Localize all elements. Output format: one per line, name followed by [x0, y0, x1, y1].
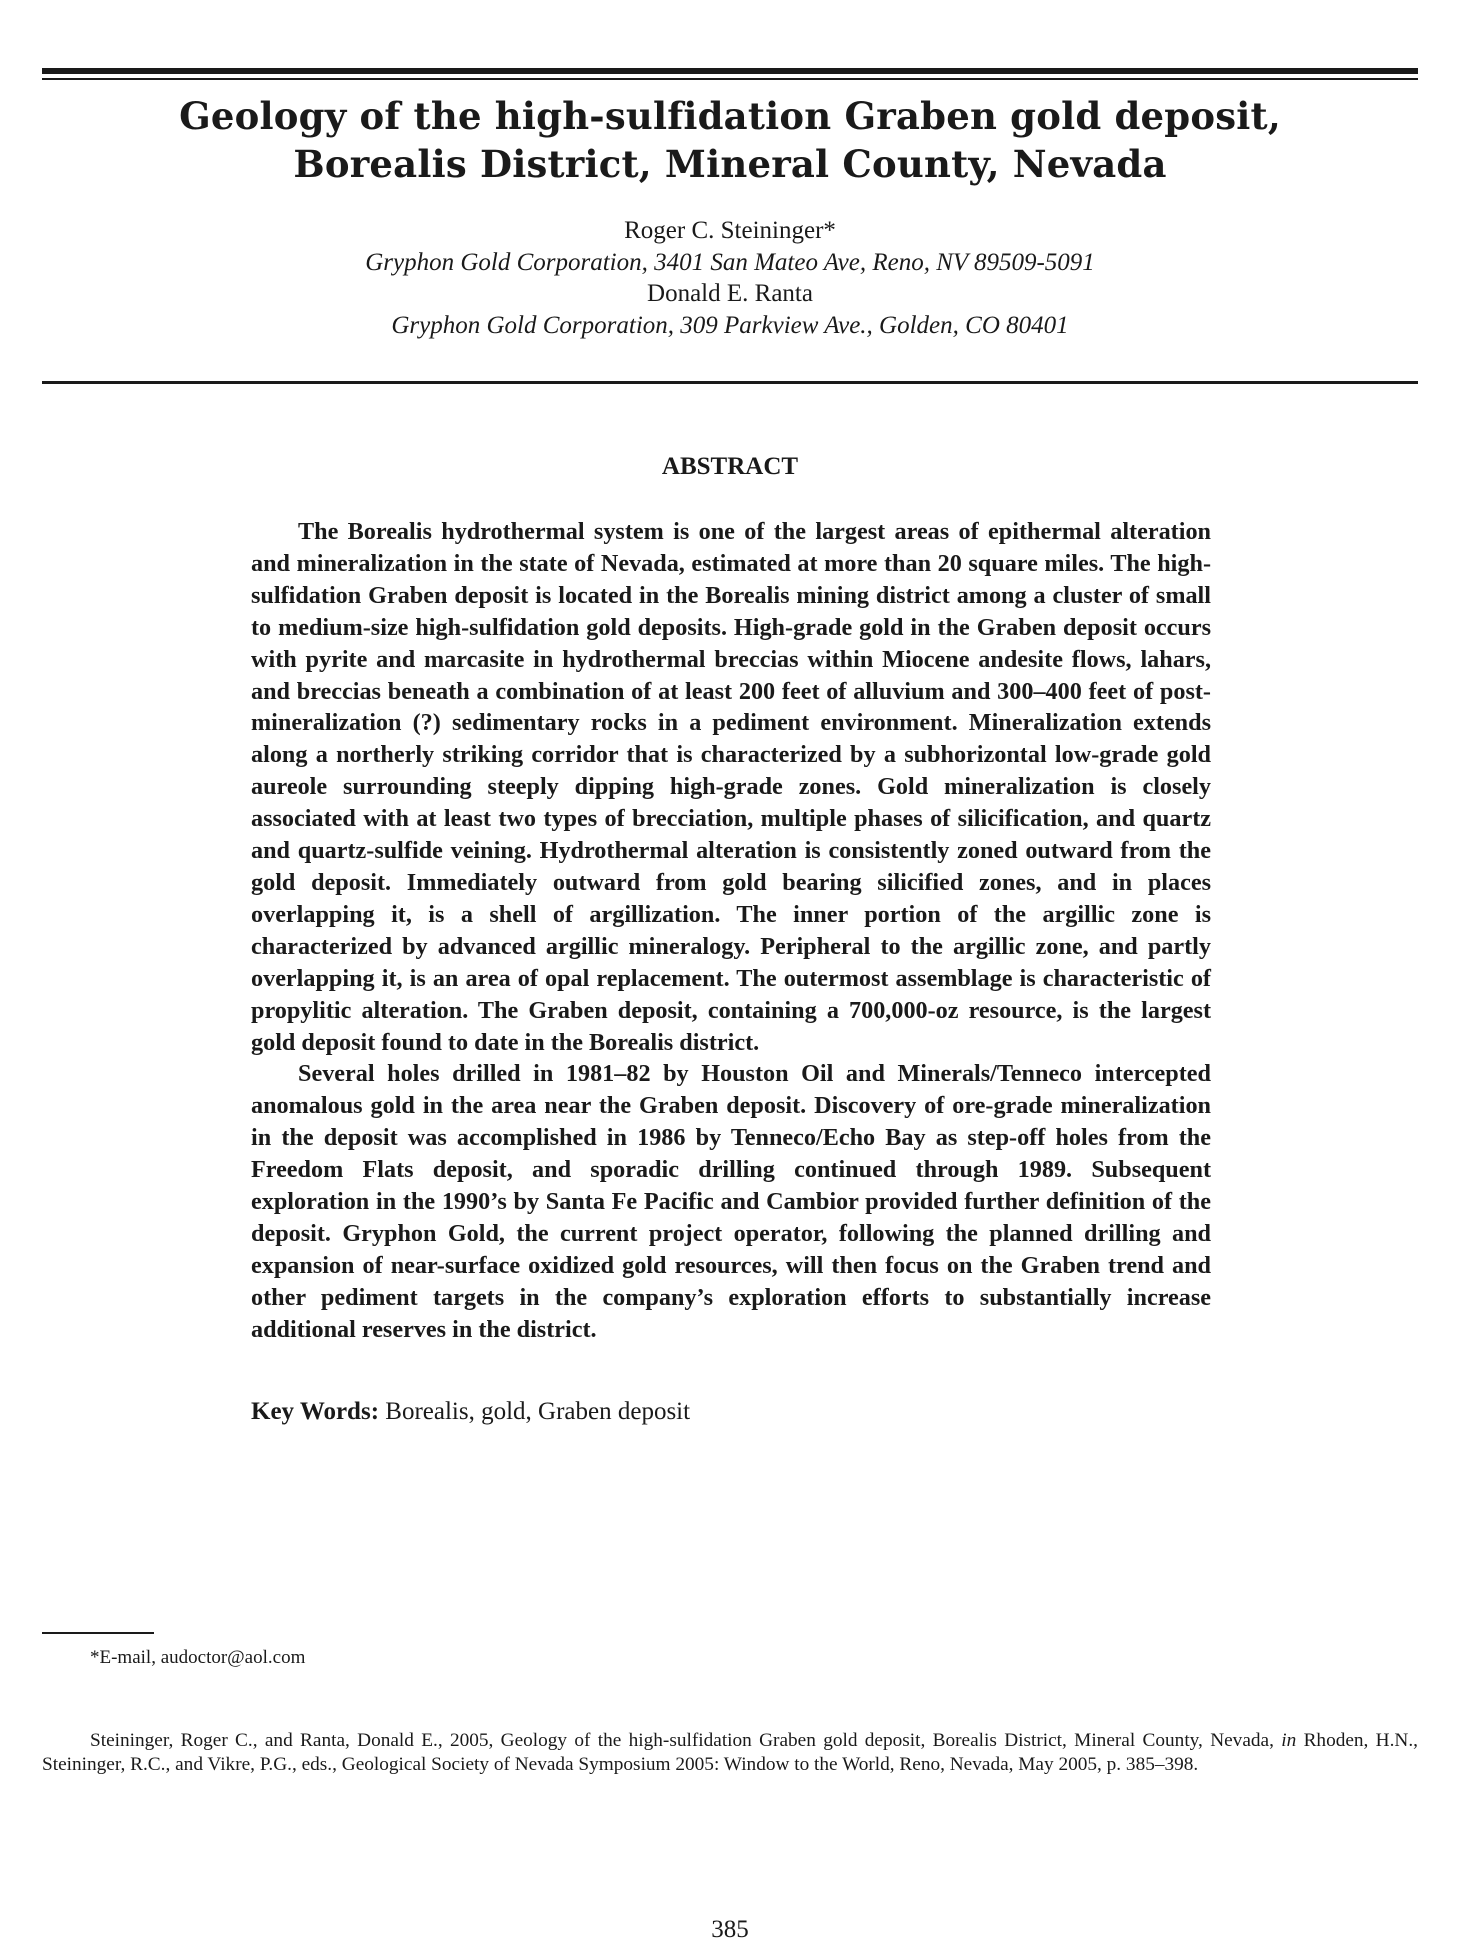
author-affiliation-2: Gryphon Gold Corporation, 309 Parkview Ave., Golden, CO 80401 [391, 311, 1069, 339]
abstract-paragraph-2: Several holes drilled in 1981–82 by Houston Oil and Minerals/Tenneco intercepted anomalous gold in the area near the Graben deposit. Discovery of ore-grade mineralization in the deposit was accomplished in 1986 by Tenneco/Echo Bay as step-off holes from the Freedom Flats deposit, and sporadic drilling continued through 1989. Subsequent exploration in the 1990’s by Santa Fe Pacific and Cambior provided further definition of the deposit. Gryphon Gold, the current project operator, following the planned drilling and expansion of near-surface oxidized gold resources, will then focus on the Graben trend and other pediment targets in the company’s exploration efforts to substantially increase additional reserves in the district. [251, 1060, 1211, 1343]
header-rule-bottom [42, 381, 1418, 384]
keywords-value: Borealis, gold, Graben deposit [385, 1398, 691, 1425]
author-name-1: Roger C. Steininger* [624, 217, 836, 244]
abstract-body [251, 516, 1211, 1346]
paper-title [42, 92, 1418, 188]
author-name-2: Donald E. Ranta [647, 280, 813, 307]
title-line-1: Geology of the high-sulfidation Graben gold deposit, [179, 94, 1281, 138]
abstract-heading: ABSTRACT [661, 453, 799, 480]
author-block [42, 215, 1418, 341]
header-rule-thick [42, 68, 1418, 74]
citation-text-after: Rhoden, H.N., Steininger, R.C., and Vikre, P.G., eds., Geological Society of Nevada Symposium 2005: Window to the World, Reno, Nevada, May 2005, p. 385–398. [42, 1730, 1418, 1775]
citation-in: in [1281, 1730, 1297, 1751]
citation-text-before: Steininger, Roger C., and Ranta, Donald E., 2005, Geology of the high-sulfidation Graben gold deposit, Borealis District, Mineral County, Nevada, [90, 1730, 1274, 1751]
abstract-paragraph-1: The Borealis hydrothermal system is one of the largest areas of epithermal alteration and mineralization in the state of Nevada, estimated at more than 20 square miles. The high-sulfidation Graben deposit is located in the Borealis mining district among a cluster of small to medium-size high-sulfidation gold deposits. High-grade gold in the Graben deposit occurs with pyrite and marcasite in hydrothermal breccias within Miocene andesite flows, lahars, and breccias beneath a combination of at least 200 feet of alluvium and 300–400 feet of post-mineralization (?) sedimentary rocks in a pediment environment. Mineralization extends along a northerly striking corridor that is characterized by a subhorizontal low-grade gold aureole surrounding steeply dipping high-grade zones. Gold mineralization is closely associated with at least two types of brecciation, multiple phases of silicification, and quartz and quartz-sulfide veining. Hydrothermal alteration is consistently zoned outward from the gold deposit. Immediately outward from gold bearing silicified zones, and in places overlapping it, is a shell of argillization. The inner portion of the argillic zone is characterized by advanced argillic mineralogy. Peripheral to the argillic zone, and partly overlapping it, is an area of opal replacement. The outermost assemblage is characteristic of propylitic alteration. The Graben deposit, containing a 700,000-oz resource, is the largest gold deposit found to date in the Borealis district. [251, 518, 1211, 1056]
footnote-email: *E-mail, audoctor@aol.com [90, 1647, 306, 1668]
author-affiliation-1: Gryphon Gold Corporation, 3401 San Mateo Ave, Reno, NV 89509-5091 [365, 248, 1095, 276]
header-rule-thin [42, 78, 1418, 80]
page-number: 385 [711, 1916, 749, 1943]
footnote-rule [42, 1632, 154, 1634]
keywords [251, 1396, 1211, 1428]
title-line-2: Borealis District, Mineral County, Nevada [293, 142, 1167, 186]
keywords-label: Key Words: [251, 1398, 380, 1425]
citation [42, 1729, 1418, 1777]
